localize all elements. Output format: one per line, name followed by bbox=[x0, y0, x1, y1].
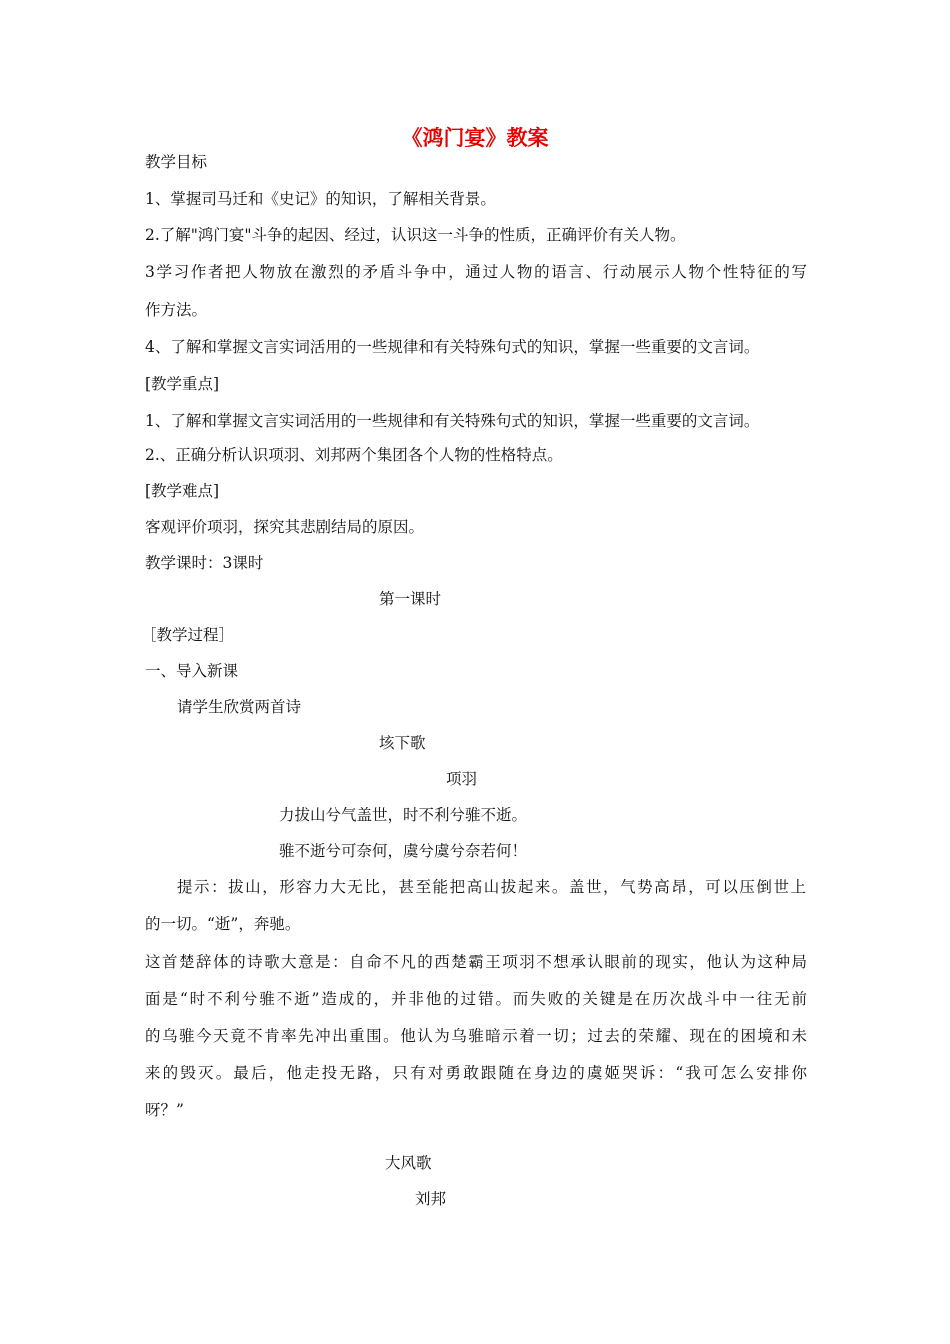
poem-1-author: 项羽 bbox=[446, 770, 478, 788]
objective-2: 2.了解"鸿门宴"斗争的起因、经过，认识这一斗争的性质，正确评价有关人物。 bbox=[145, 226, 686, 244]
paragraph-line-1: 这首楚辞体的诗歌大意是：自命不凡的西楚霸王项羽不想承认眼前的现实，他认为这种局 bbox=[145, 953, 807, 971]
poem-1-line-2: 骓不逝兮可奈何，虞兮虞兮奈若何！ bbox=[279, 842, 528, 860]
hint-line-1: 提示：拔山，形容力大无比，甚至能把高山拔起来。盖世，气势高昂，可以压倒世上 bbox=[177, 878, 806, 896]
key-point-2: 2.、正确分析认识项羽、刘邦两个集团各个人物的性格特点。 bbox=[145, 446, 563, 464]
objective-3-line-2: 作方法。 bbox=[145, 301, 208, 319]
lesson-heading: 第一课时 bbox=[379, 590, 442, 608]
difficulties-heading: [教学难点] bbox=[145, 482, 220, 500]
objectives-heading: 教学目标 bbox=[145, 153, 208, 171]
poem-1-title: 垓下歌 bbox=[379, 734, 426, 752]
poem-1-line-1: 力拔山兮气盖世，时不利兮骓不逝。 bbox=[279, 806, 528, 824]
poem-2-author: 刘邦 bbox=[415, 1190, 447, 1208]
paragraph-line-3: 的乌骓今天竟不肯率先冲出重围。他认为乌骓暗示着一切；过去的荣耀、现在的困境和未 bbox=[145, 1027, 807, 1045]
key-points-heading: [教学重点] bbox=[145, 375, 220, 393]
document-title: 《鸿门宴》教案 bbox=[401, 125, 549, 150]
class-hours: 教学课时：3课时 bbox=[145, 554, 264, 572]
poem-2-title: 大风歌 bbox=[385, 1154, 432, 1172]
objective-3-line-1: 3学习作者把人物放在激烈的矛盾斗争中，通过人物的语言、行动展示人物个性特征的写 bbox=[145, 263, 807, 281]
key-point-1: 1、了解和掌握文言实词活用的一些规律和有关特殊句式的知识，掌握一些重要的文言词。 bbox=[145, 412, 760, 430]
hint-line-2: 的一切。“逝”，奔驰。 bbox=[145, 915, 301, 933]
paragraph-line-4: 来的毁灭。最后，他走投无路，只有对勇敢跟随在身边的虞姬哭诉：“我可怎么安排你 bbox=[145, 1064, 807, 1082]
process-heading: ［教学过程］ bbox=[141, 626, 235, 644]
section-1-heading: 一、导入新课 bbox=[145, 662, 239, 680]
intro-text: 请学生欣赏两首诗 bbox=[177, 698, 302, 716]
paragraph-line-5: 呀？” bbox=[145, 1101, 184, 1119]
objective-1: 1、掌握司马迁和《史记》的知识，了解相关背景。 bbox=[145, 190, 496, 208]
objective-4: 4、了解和掌握文言实词活用的一些规律和有关特殊句式的知识，掌握一些重要的文言词。 bbox=[145, 338, 760, 356]
paragraph-line-2: 面是“时不利兮骓不逝”造成的，并非他的过错。而失败的关键是在历次战斗中一往无前 bbox=[145, 990, 807, 1008]
difficulty-1: 客观评价项羽，探究其悲剧结局的原因。 bbox=[145, 518, 425, 536]
